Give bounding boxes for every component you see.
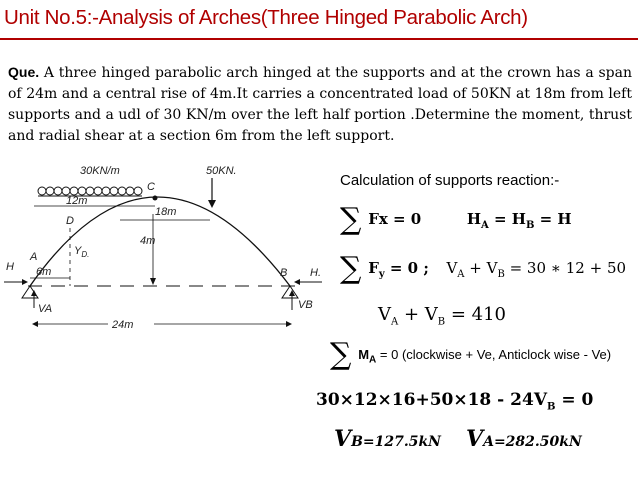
title-bar [0, 0, 638, 40]
crown-hinge [153, 196, 158, 201]
span-arrow-right [286, 321, 292, 327]
sigma-symbol: ∑ [340, 251, 362, 286]
result-vb: VB=127.5kN [334, 426, 441, 452]
support-b-hinge [282, 286, 298, 298]
span-arrow-left [32, 321, 38, 327]
equation-moment: $30\times 12\times 16+50\times 18 - 24V_B = 0$ [316, 390, 594, 413]
equation-sum-fx: ∑ Fx = 0 $H_A = H_B = H$ [340, 202, 572, 237]
rise-label: 4m [140, 235, 156, 247]
h-left-arrow-head [22, 279, 28, 285]
equation-sum-ma: ∑ $M_A = 0$ (clockwise + Ve, Anticlock wise - Ve) [330, 337, 612, 372]
question-paragraph [8, 62, 632, 147]
arch-sketch [0, 158, 335, 338]
dim-18m-label: 18m [155, 206, 177, 218]
h-right-label: H. [310, 267, 321, 279]
title-underline [0, 38, 638, 40]
span-label: 24m [112, 319, 134, 331]
point-load-label: 50KN. [206, 165, 237, 177]
page-title: Unit No.5:-Analysis of Arches(Three Hinged Parabolic Arch) [4, 6, 528, 29]
vb-label: VB [298, 299, 313, 311]
equation-va-vb: $V_A + V_B = 410$ [378, 304, 507, 328]
dim-12m-label: 12m [66, 195, 88, 207]
udl-label: 30KN/m [80, 165, 120, 177]
section-d-label: D [66, 215, 74, 227]
sigma-symbol: ∑ [340, 202, 362, 237]
udl-coils [38, 187, 142, 195]
support-a-label: A [30, 251, 38, 263]
point-load-head [208, 200, 216, 208]
equation-sum-fy: ∑ $F_y = 0$ ; $V_A + V_B = 30$ ∗ 12 + 50 [340, 251, 627, 286]
calc-heading: Calculation of supports reaction:- [340, 172, 560, 189]
va-label: VA [38, 303, 53, 315]
h-right-arrow-head [294, 279, 300, 285]
question-label: Que. [8, 64, 40, 80]
yd-label: $Y_{D.}$ [74, 245, 90, 259]
support-a-hinge [22, 286, 38, 298]
dim-6m-label: 6m [36, 266, 52, 278]
h-left-label: H [6, 261, 14, 273]
result-va: VA=282.50kN [466, 426, 582, 452]
rise-arrow-head [150, 278, 156, 285]
support-b-label: B [280, 267, 288, 279]
crown-label: C [147, 181, 155, 193]
question-text: A three hinged parabolic arch hinged at the supports and at the crown has a span of 24m and a central rise of 4m.It carries a concentrated load of 50KN at 18m from left supports and a udl of 30 KN/m over the left half portion .Determine the moment, thrust and radial shear at a section 6m from the left support. [8, 65, 632, 144]
va-arrow-head [31, 290, 37, 296]
sigma-symbol: ∑ [330, 337, 352, 372]
